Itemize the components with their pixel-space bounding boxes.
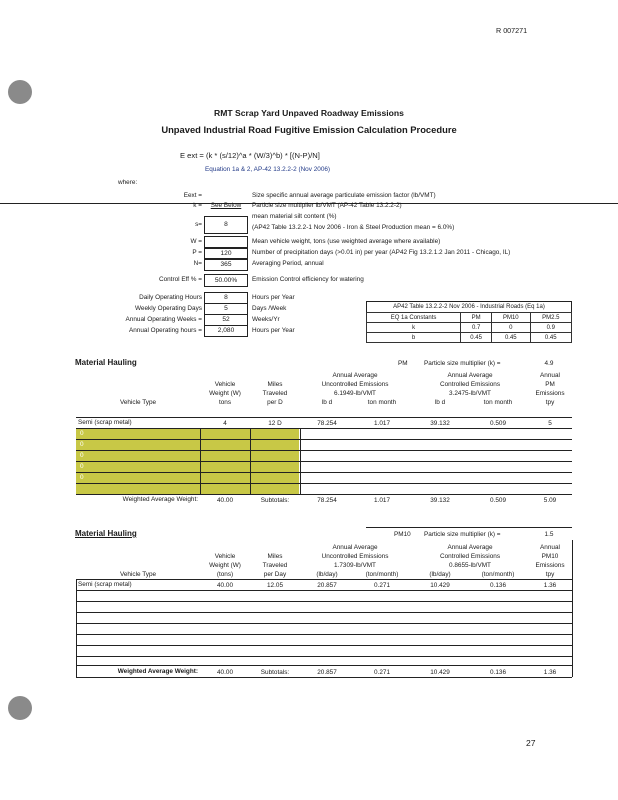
param-label-s: s=: [195, 221, 202, 228]
param-label-p: P =: [192, 249, 202, 256]
s1-h-w-1: Vehicle: [214, 381, 236, 388]
param-desc-daily: Hours per Year: [252, 294, 295, 301]
s2-h-con-1: Annual Average: [447, 544, 493, 551]
s2-vrule: [76, 579, 77, 677]
s1-zero: 0: [80, 430, 84, 437]
s1-h-unc-1: Annual Average: [332, 372, 378, 379]
param-desc-w: Mean vehicle weight, tons (use weighted average where available): [252, 238, 441, 245]
document-ref: R 007271: [496, 26, 528, 35]
s1-zero: 0: [80, 463, 84, 470]
s2-rule: [76, 612, 572, 613]
s1-total-label: Weighted Average Weight:: [122, 496, 198, 503]
param-value-k: See Below: [210, 202, 242, 209]
s1-row-unc-lbd: 78.254: [317, 420, 337, 427]
param-label-weeks: Annual Operating Weeks =: [125, 316, 202, 323]
s1-lbd-header: lb d: [321, 399, 333, 406]
param-value-control: 50.00%: [204, 274, 248, 287]
param-label-k: k =: [193, 202, 202, 209]
punch-hole-bottom: [8, 696, 32, 720]
s1-h-w-3: tons: [218, 399, 232, 406]
s2-total-weight: 40.00: [217, 669, 233, 676]
s1-zero: 0: [80, 452, 84, 459]
s1-total-unc-tonm: 1.017: [374, 497, 390, 504]
s1-total-unc-lbd: 78.254: [317, 497, 337, 504]
param-label-w: W =: [190, 238, 202, 245]
page-number: 27: [526, 738, 536, 748]
s1-row-con-lbd: 39.132: [430, 420, 450, 427]
s1-h-m-2: Traveled: [262, 390, 288, 397]
punch-hole-top: [8, 80, 32, 104]
s2-total-unc-tonm: 0.271: [374, 669, 390, 676]
constants-cell: 0.45: [492, 333, 530, 343]
where-label: where:: [118, 179, 138, 186]
s2-rule: [76, 645, 572, 646]
s2-h-w-2: Weight (W): [209, 562, 241, 569]
s1-annual-header: [528, 371, 572, 407]
s1-rule: [76, 450, 572, 451]
s1-rule: [76, 472, 572, 473]
s1-subtotal-label: Subtotals:: [260, 497, 290, 504]
s1-h-w-2: Weight (W): [209, 390, 241, 397]
s1-h-unc-3: 6.1949-lb/VMT: [334, 390, 376, 397]
s2-rule: [76, 656, 572, 657]
s2-h-ann-3: Emissions: [535, 562, 565, 569]
s2-tonm2-header: (ton/month): [481, 571, 515, 578]
s2-miles-header: [250, 552, 300, 579]
param-value-weeks: 52: [204, 314, 248, 326]
s1-h-ann-3: Emissions: [535, 390, 565, 397]
s2-h-w-1: Vehicle: [214, 553, 236, 560]
s1-lbd2-header: lb d: [434, 399, 446, 406]
s1-vrule: [200, 428, 201, 494]
s2-total-unc-lbd: 20.857: [317, 669, 337, 676]
s2-h-con-3: 0.8655-lb/VMT: [449, 562, 491, 569]
param-label-n: N=: [193, 260, 202, 267]
s1-h-ann-1: Annual: [540, 372, 560, 379]
s1-uncontrolled-header: [300, 371, 410, 398]
param-desc-weekly: Days /Week: [252, 305, 287, 312]
s2-controlled-header: [412, 543, 528, 570]
param-value-n: 365: [204, 258, 248, 271]
s2-rule: [76, 665, 572, 666]
constants-header: PM10: [492, 313, 530, 323]
equation: E ext = (k * (s/12)^a * (W/3)^b) * [(N-P)/N]: [180, 151, 320, 160]
constants-table-title: AP42 Table 13.2.2-2 Nov 2006 - Industrial Roads (Eq 1a): [366, 301, 572, 313]
s2-rule: [76, 601, 572, 602]
s1-vrule: [300, 428, 301, 494]
param-desc-p: Number of precipitation days (>0.01 in) per year (AP42 Fig 13.2.1.2 Jan 2011 - Chicago, IL): [252, 249, 511, 256]
s2-row-miles: 12.05: [267, 582, 283, 589]
s2-uncontrolled-header: [300, 543, 410, 570]
s2-row-tpy: 1.36: [543, 582, 557, 589]
s1-tonm-header: ton month: [367, 399, 397, 406]
s1-row-weight: 4: [223, 420, 227, 427]
s1-miles-header: [250, 380, 300, 407]
s2-row-con-lbd: 10.429: [430, 582, 450, 589]
s2-h-ann-2: PM10: [541, 553, 559, 560]
s2-type-header: Vehicle Type: [119, 571, 157, 578]
constants-cell: 0.45: [461, 333, 492, 343]
constants-header: EQ 1a Constants: [367, 313, 461, 323]
s1-rule: [76, 417, 572, 418]
s1-rule: [76, 439, 572, 440]
s2-lbd2-header: (lb/day): [429, 571, 451, 578]
s1-zero: 0: [80, 474, 84, 481]
param-value-weekly: 5: [204, 303, 248, 315]
s2-row-unc-tonm: 0.271: [374, 582, 390, 589]
constants-row: [367, 323, 572, 333]
s1-controlled-header: [412, 371, 528, 398]
s1-rule: [76, 428, 572, 429]
s2-h-ann-1: Annual: [540, 544, 560, 551]
s1-rule: [76, 494, 572, 495]
s1-row-type: Semi (scrap metal): [78, 419, 132, 426]
param-value-p: 120: [204, 247, 248, 260]
constants-table: [366, 312, 572, 343]
s2-h-con-2: Controlled Emissions: [439, 553, 501, 560]
section1-title: Material Hauling: [75, 358, 137, 367]
s2-rule: [76, 623, 572, 624]
constants-header-row: [367, 313, 572, 323]
s1-row-miles: 12 D: [268, 420, 282, 427]
equation-ref: Equation 1a & 2, AP-42 13.2.2-2 (Nov 2006): [205, 166, 331, 173]
s1-total-con-tonm: 0.509: [490, 497, 506, 504]
section2-title: Material Hauling: [75, 529, 137, 538]
s1-h-ann-4: tpy: [545, 399, 555, 406]
s1-rule: [76, 483, 572, 484]
s1-h-m-3: per D: [267, 399, 283, 406]
s2-weight-header: [200, 552, 250, 579]
s2-h-unc-3: 1.7309-lb/VMT: [334, 562, 376, 569]
section1-pm-label: PM: [398, 360, 408, 367]
section1-k-label: Particle size multiplier (k) =: [424, 360, 501, 367]
s2-subtotal-label: Subtotals:: [260, 669, 290, 676]
s1-row-tpy: 5: [548, 420, 552, 427]
s1-h-con-3: 3.2475-lb/VMT: [449, 390, 491, 397]
constants-cell: k: [367, 323, 461, 333]
param-desc-hours: Hours per Year: [252, 327, 295, 334]
constants-cell: 0: [492, 323, 530, 333]
param-desc-s-note: (AP42 Table 13.2.2-1 Nov 2006 - Iron & Steel Production mean = 6.0%): [252, 224, 455, 231]
s2-row-type: Semi (scrap metal): [78, 581, 132, 588]
page-subtitle: Unpaved Industrial Road Fugitive Emission Calculation Procedure: [161, 124, 457, 135]
s2-rule: [76, 579, 572, 580]
constants-cell: b: [367, 333, 461, 343]
constants-header: PM: [461, 313, 492, 323]
param-desc-s: mean material silt content (%): [252, 213, 337, 220]
s1-total-tpy: 5.09: [543, 497, 557, 504]
s1-row-con-tonm: 0.509: [490, 420, 506, 427]
s1-type-header: Vehicle Type: [119, 399, 157, 406]
s2-h-w-3: (tons): [216, 571, 234, 578]
param-label-daily: Daily Operating Hours: [139, 294, 202, 301]
s1-h-ann-2: PM: [545, 381, 555, 388]
s1-row-unc-tonm: 1.017: [374, 420, 390, 427]
page-title: RMT Scrap Yard Unpaved Roadway Emissions: [214, 108, 404, 118]
constants-cell: 0.45: [530, 333, 572, 343]
s2-top-rule: [366, 527, 572, 528]
param-value-daily: 8: [204, 292, 248, 304]
param-desc-n: Averaging Period, annual: [252, 260, 324, 267]
section2-k-value: 1.5: [544, 531, 554, 538]
s1-total-con-lbd: 39.132: [430, 497, 450, 504]
s2-h-unc-1: Annual Average: [332, 544, 378, 551]
param-value-s: 8: [204, 216, 248, 234]
param-desc-weeks: Weeks/Yr: [252, 316, 280, 323]
section2-k-label: Particle size multiplier (k) =: [424, 531, 501, 538]
s2-row-unc-lbd: 20.857: [317, 582, 337, 589]
s1-rule: [76, 461, 572, 462]
s1-h-m-1: Miles: [267, 381, 283, 388]
param-label-control: Control Eff % =: [158, 276, 202, 283]
s2-row-con-tonm: 0.136: [490, 582, 506, 589]
param-label-weekly: Weekly Operating Days: [134, 305, 202, 312]
s1-h-con-1: Annual Average: [447, 372, 493, 379]
s2-lbd-header: (lb/day): [316, 571, 338, 578]
s2-total-tpy: 1.36: [543, 669, 557, 676]
param-desc-control: Emission Control efficiency for watering: [252, 276, 364, 283]
s1-tonm2-header: ton month: [483, 399, 513, 406]
s1-vrule: [250, 428, 251, 494]
s2-h-unc-2: Uncontrolled Emissions: [321, 553, 389, 560]
s2-h-m-3: per Day: [263, 571, 287, 578]
param-label-hours: Annual Operating hours =: [128, 327, 202, 334]
param-label-eext: Eext =: [183, 192, 202, 199]
s2-total-con-lbd: 10.429: [430, 669, 450, 676]
s2-h-m-1: Miles: [267, 553, 283, 560]
constants-row: [367, 333, 572, 343]
s1-total-weight: 40.00: [217, 497, 233, 504]
s2-rule: [76, 590, 572, 591]
s2-annual-header: [528, 543, 572, 579]
s2-tonm-header: (ton/month): [365, 571, 399, 578]
s1-h-con-2: Controlled Emissions: [439, 381, 501, 388]
s2-total-con-tonm: 0.136: [490, 669, 506, 676]
section2-pm-label: PM10: [394, 531, 411, 538]
constants-cell: 0.7: [461, 323, 492, 333]
constants-cell: 0.9: [530, 323, 572, 333]
s2-h-ann-4: tpy: [545, 571, 555, 578]
param-value-hours: 2,080: [204, 325, 248, 337]
s1-zero: 0: [80, 441, 84, 448]
s2-rule: [76, 677, 572, 678]
s1-h-unc-2: Uncontrolled Emissions: [321, 381, 389, 388]
s2-vrule: [572, 540, 573, 677]
param-desc-k: Particle size multiplier lb/VMT (AP-42 Table 13.2.2-2): [252, 202, 402, 209]
s2-h-m-2: Traveled: [262, 562, 288, 569]
s1-weight-header: [200, 380, 250, 407]
section1-k-value: 4.9: [544, 360, 554, 367]
constants-header: PM2.5: [530, 313, 572, 323]
s2-rule: [76, 634, 572, 635]
param-desc-eext: Size specific annual average particulate emission factor (lb/VMT): [252, 192, 436, 199]
s2-row-weight: 40.00: [217, 582, 233, 589]
s2-total-label: Weighted Average Weight:: [117, 668, 198, 675]
